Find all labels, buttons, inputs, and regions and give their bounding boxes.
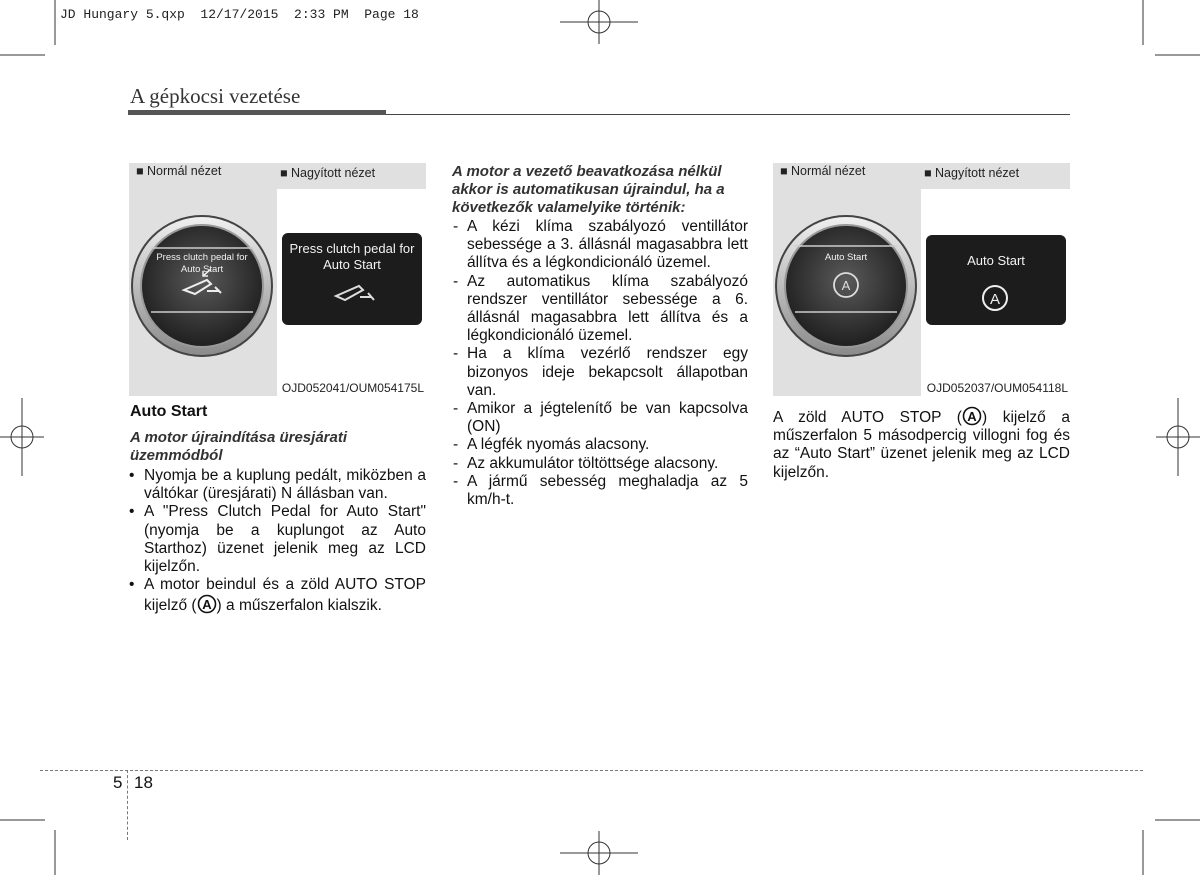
list-item: - Az automatikus klíma szabályozó rendszer ventillátor sebessége a 6. állásnál magasabbra lett állítva és a légkondicionáló üzemel.: [452, 273, 748, 346]
paragraph-text: A zöld AUTO STOP (: [773, 409, 962, 426]
right-paragraph: [773, 406, 1070, 482]
figure-label-normal: ■ Normál nézet: [136, 164, 222, 178]
list-item: • A "Press Clutch Pedal for Auto Start" (nyomja be a kuplungot az Auto Starthoz) üzenet jelenik meg az LCD kijelzőn.: [129, 503, 426, 576]
figure-right: [773, 163, 1070, 396]
list-item: - A kézi klíma szabályozó ventillátor sebessége a 3. állásnál magasabbra lett állítva és a légkondicionáló üzemel.: [452, 218, 748, 273]
page-number: 18: [134, 773, 153, 792]
list-item-text: ) a műszerfalon kialszik.: [216, 597, 382, 615]
footer-divider: [127, 770, 128, 840]
list-item: - Az akkumulátor töltöttsége alacsony.: [452, 455, 748, 473]
middle-dash-list: [452, 218, 748, 509]
figure-label-enlarged: ■ Nagyított nézet: [280, 166, 376, 180]
lcd-message: Press clutch pedal for Auto Start: [289, 241, 415, 272]
chapter-title: A gépkocsi vezetése: [130, 84, 301, 108]
svg-text:A: A: [201, 597, 212, 613]
section-subheading: A motor újraindítása üresjárati üzemmódból: [130, 429, 348, 464]
section-heading: Auto Start: [130, 403, 208, 420]
auto-stop-icon: [197, 594, 217, 614]
figure-label-normal: ■ Normál nézet: [780, 164, 866, 178]
svg-text:A: A: [967, 409, 977, 424]
figure-left-artwork: [129, 163, 426, 396]
figure-code: OJD052037/OUM054118L: [926, 381, 1068, 395]
svg-text:A: A: [989, 291, 1001, 308]
lcd-message: Auto Start: [967, 253, 1025, 268]
gauge-message: Auto Start: [824, 252, 868, 263]
paragraph-text: ) kijelző a műszerfalon 5 másodpercig villogni fog és az “Auto Start” üzenet jelenik meg az LCD kijelzőn.: [773, 409, 1071, 481]
list-item-text: A motor beindul és a zöld AUTO STOP kijelző (: [144, 576, 426, 615]
list-item: - Amikor a jégtelenítő be van kapcsolva (ON): [452, 400, 748, 436]
list-item: • Nyomja be a kuplung pedált, miközben a váltókar (üresjárati) N állásban van.: [129, 467, 426, 503]
figure-code: OJD052041/OUM054175L: [281, 381, 424, 395]
footer-rule: [40, 770, 1143, 771]
gauge-message: Press clutch pedal for Auto Start: [156, 252, 248, 275]
figure-right-artwork: [773, 163, 1070, 396]
title-rule-thin: [386, 114, 1070, 115]
figure-left: [129, 163, 426, 396]
middle-intro: A motor a vezető beavatkozása nélkül akkor is automatikusan újraindul, ha a következők valamelyike történik:: [452, 163, 725, 216]
section-number: 5: [113, 773, 123, 792]
print-header: JD Hungary 5.qxp 12/17/2015 2:33 PM Page 18: [60, 7, 419, 22]
list-item: [129, 576, 426, 615]
left-bullet-list: [129, 467, 426, 616]
figure-label-enlarged: ■ Nagyított nézet: [924, 166, 1020, 180]
list-item: - Ha a klíma vezérlő rendszer egy bizonyos ideje bekapcsolt állapotban van.: [452, 345, 748, 400]
auto-stop-icon: [962, 406, 982, 426]
svg-text:A: A: [841, 278, 851, 293]
title-rule-thick: [128, 110, 386, 115]
list-item: - A jármű sebesség meghaladja az 5 km/h-t.: [452, 473, 748, 509]
list-item: - A légfék nyomás alacsony.: [452, 436, 748, 454]
